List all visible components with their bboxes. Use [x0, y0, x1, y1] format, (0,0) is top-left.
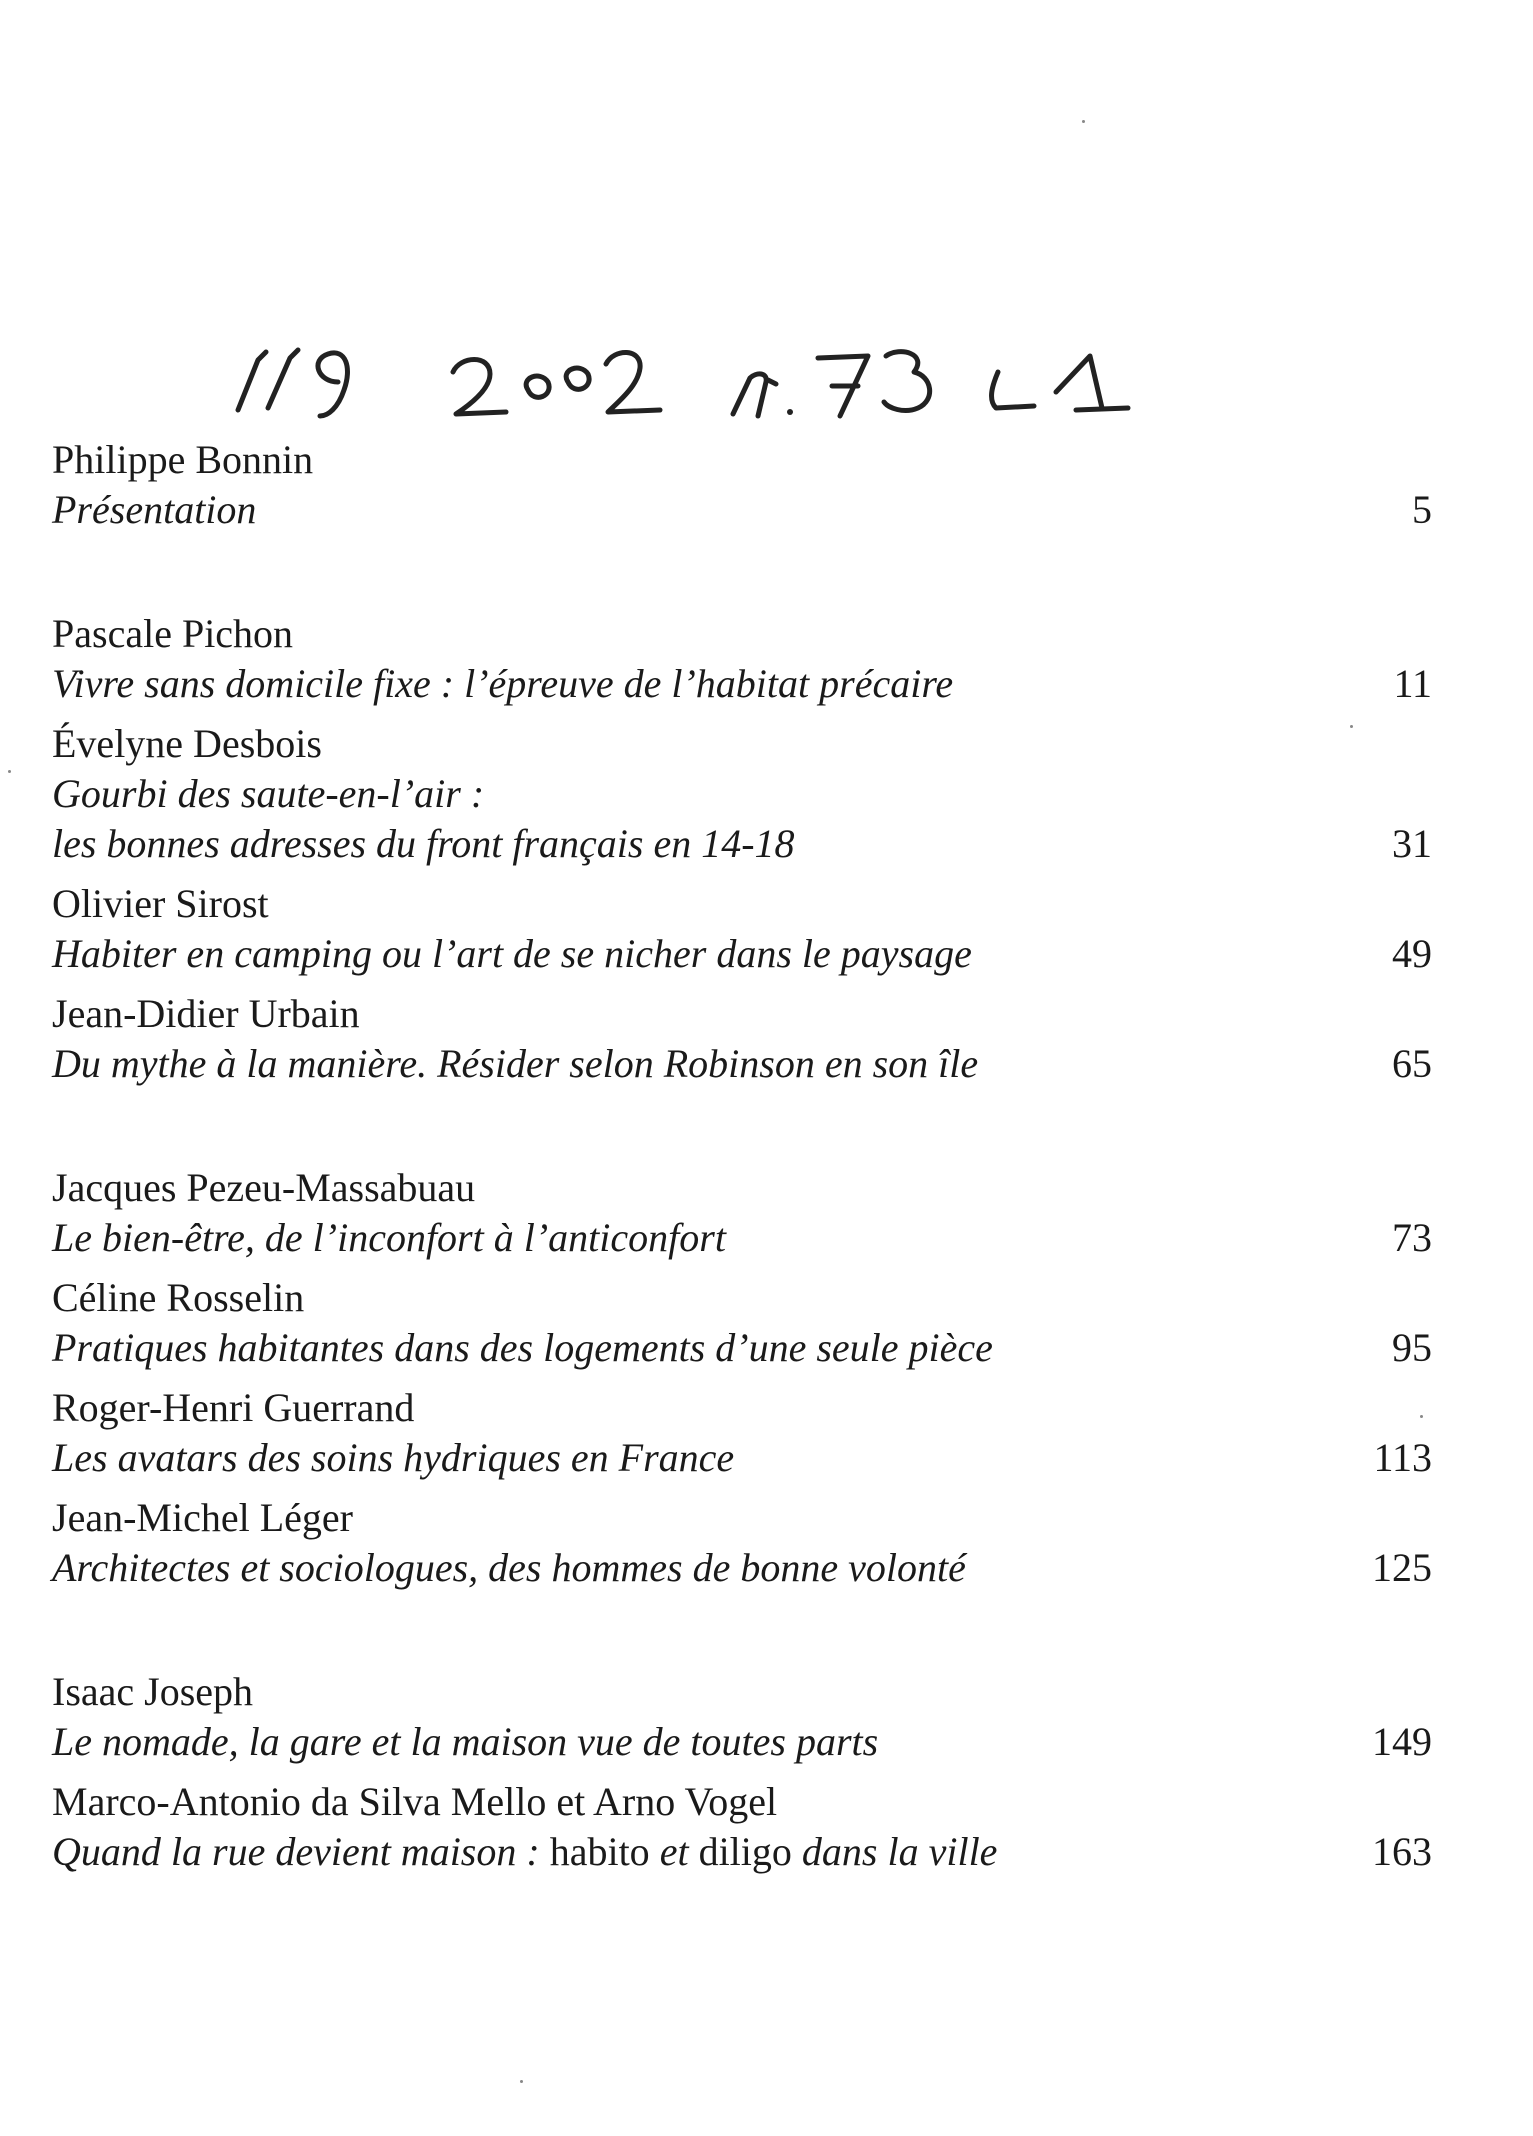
entry-page-number: 65 [1392, 1041, 1432, 1086]
entry-title-part: dans la ville [791, 1829, 998, 1874]
entry-title-part: diligo [698, 1829, 792, 1874]
entry-author: Jean-Didier Urbain [52, 991, 360, 1036]
entry-title: Du mythe à la manière. Résider selon Robinson en son île [52, 1041, 979, 1086]
handwritten-annotation-drawing [228, 320, 1228, 430]
toc-section [52, 1667, 1432, 1877]
entry-page-number: 113 [1373, 1435, 1432, 1480]
toc-section [52, 435, 1432, 535]
toc-entry [52, 609, 1432, 709]
toc-entry [52, 1777, 1432, 1877]
entry-author: Jacques Pezeu-Massabuau [52, 1165, 476, 1210]
entry-page-number: 95 [1392, 1325, 1432, 1370]
scan-speck [1350, 725, 1353, 728]
entry-page-number: 163 [1372, 1829, 1432, 1874]
entry-author: Pascale Pichon [52, 611, 294, 656]
entry-title [52, 1827, 1432, 1877]
entry-title: Habiter en camping ou l’art de se nicher dans le paysage [52, 931, 972, 976]
entry-page-number: 73 [1392, 1215, 1432, 1260]
toc-section [52, 1163, 1432, 1593]
entry-page-number: 49 [1392, 931, 1432, 976]
toc-entry [52, 1667, 1432, 1767]
entry-title: Architectes et sociologues, des hommes de bonne volonté [52, 1545, 966, 1590]
entry-title: les bonnes adresses du front français en 14-18 [52, 821, 795, 866]
entry-author: Philippe Bonnin [52, 437, 314, 482]
scan-speck [520, 2080, 523, 2083]
scan-speck [1420, 1415, 1423, 1418]
entry-author: Olivier Sirost [52, 881, 269, 926]
toc-entry [52, 1493, 1432, 1593]
toc-entry [52, 989, 1432, 1089]
table-of-contents [52, 435, 1432, 1877]
entry-page-number: 31 [1392, 821, 1432, 866]
entry-title: Le bien-être, de l’inconfort à l’anticonfort [52, 1215, 726, 1260]
toc-entry [52, 879, 1432, 979]
entry-title: Présentation [52, 487, 257, 532]
scan-speck [1082, 120, 1085, 123]
entry-author: Évelyne Desbois [52, 721, 322, 766]
entry-title: Gourbi des saute-en-l’air : [52, 771, 485, 816]
entry-title-part: et [649, 1829, 699, 1874]
entry-title-part: habito [549, 1829, 650, 1874]
entry-page-number: 149 [1372, 1719, 1432, 1764]
entry-page-number: 5 [1412, 487, 1432, 532]
toc-entry [52, 1273, 1432, 1373]
toc-entry [52, 719, 1432, 869]
entry-author: Isaac Joseph [52, 1669, 254, 1714]
entry-title: Le nomade, la gare et la maison vue de toutes parts [52, 1719, 879, 1764]
toc-section [52, 609, 1432, 1089]
entry-title: Vivre sans domicile fixe : l’épreuve de l’habitat précaire [52, 661, 954, 706]
toc-entry [52, 435, 1432, 535]
entry-title: Pratiques habitantes dans des logements d’une seule pièce [52, 1325, 993, 1370]
toc-entry [52, 1163, 1432, 1263]
entry-page-number: 125 [1372, 1545, 1432, 1590]
entry-title-part: Quand la rue devient maison : [52, 1829, 550, 1874]
entry-author: Céline Rosselin [52, 1275, 305, 1320]
scan-speck [8, 770, 11, 773]
entry-page-number: 11 [1393, 661, 1432, 706]
entry-author: Jean-Michel Léger [52, 1495, 353, 1540]
entry-title: Les avatars des soins hydriques en France [52, 1435, 735, 1480]
toc-entry [52, 1383, 1432, 1483]
entry-author: Marco-Antonio da Silva Mello et Arno Vogel [52, 1779, 778, 1824]
entry-author: Roger-Henri Guerrand [52, 1385, 415, 1430]
handwritten-annotation [228, 320, 1228, 430]
